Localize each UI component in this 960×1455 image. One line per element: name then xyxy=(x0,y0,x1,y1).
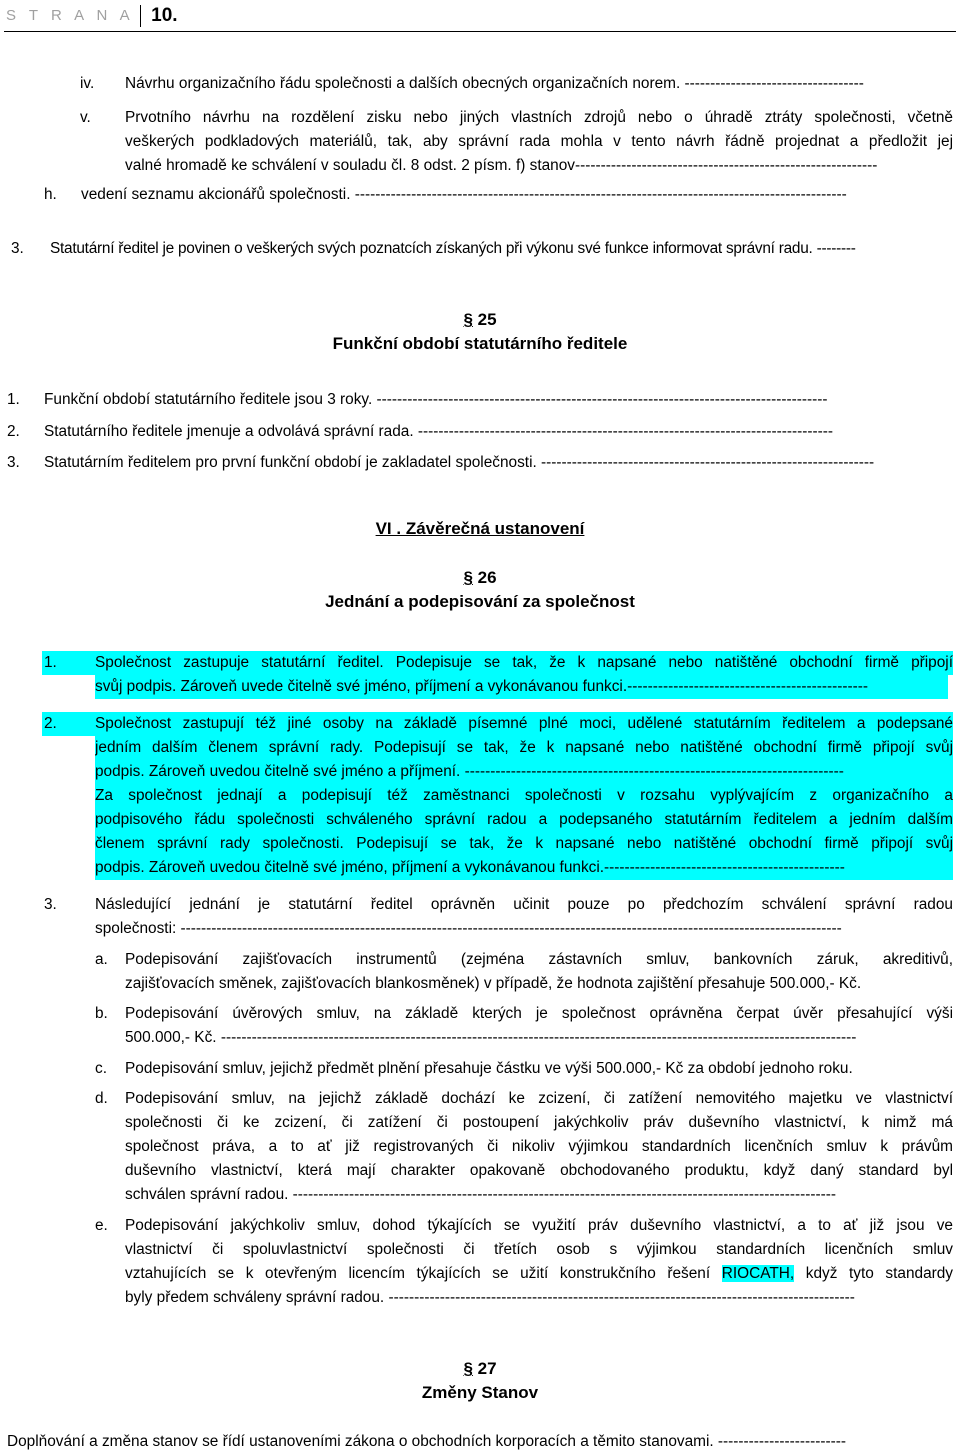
section-sign: § xyxy=(463,568,473,587)
sub-b-line: 500.000,- Kč. ---------------------------------------------------------------------------------------------------------------------------- xyxy=(125,1029,857,1046)
section-25-title: Funkční období statutárního ředitele xyxy=(332,334,628,353)
item-v-line: veškerých podkladových materiálů, tak, aby správní rada mohla v tento návrh řádně projednat a předložit jej xyxy=(125,133,953,150)
header-rule xyxy=(4,31,956,32)
sec26-p2-line: podpis. Zároveň uvedou čitelně své jméno, příjmení a vykonávanou funkci.----------------------------------------------- xyxy=(95,856,953,880)
item-label-3: 3. xyxy=(11,240,24,257)
sub-label-a: a. xyxy=(95,951,108,968)
sec26-label-2: 2. xyxy=(42,712,96,736)
sub-a-line: Podepisování zajišťovacích instrumentů (zejména zástavních smluv, bankovních záruk, akreditivů, xyxy=(125,951,953,968)
header-page-number: 10. xyxy=(151,5,178,26)
sub-c-line: Podepisování smluv, jejichž předmět plnění přesahuje částku ve výši 500.000,- Kč za období jednoho roku. xyxy=(125,1060,853,1077)
sec25-point: Statutárního ředitele jmenuje a odvolává správní rada. --------------------------------------------------------------------------------- xyxy=(44,423,834,440)
item-v-line: Prvotního návrhu na rozdělení zisku nebo jiných vlastních zdrojů nebo o úhradě ztráty společnosti, včetně xyxy=(125,109,953,126)
section-25-number: § 25 xyxy=(463,310,497,329)
sub-label-d: d. xyxy=(95,1090,108,1107)
sub-d-line: duševního vlastnictví, která mají charakter opakovaně obchodovaného produktu, když daný standard byl xyxy=(125,1162,953,1179)
sec26-label-3: 3. xyxy=(44,896,57,913)
sec26-p3-line: Následující jednání je statutární ředitel oprávněn učinit pouze po předchozím schválení správní radou xyxy=(95,896,953,913)
sec26-p2-line: členem správní rady společnosti. Podepisují se tak, že k napsané nebo natištěné obchodní firmě připojí svůj xyxy=(95,832,953,856)
sub-d-line: Podepisování smluv, na jejichž základě dochází ke zcizení, či zatížení nemovitého majetku ve vlastnictví xyxy=(125,1090,953,1107)
sub-b-line: Podepisování úvěrových smluv, na základě kterých je společnost oprávněna čerpat úvěr přesahující výši xyxy=(125,1005,953,1022)
section-26-title: Jednání a podepisování za společnost xyxy=(325,592,635,611)
sec25-label: 1. xyxy=(7,391,20,408)
sub-a-line: zajišťovacích směnek, zajišťovacích blankosměnek) v případě, že hodnota zajištění přesahuje 500.000,- Kč. xyxy=(125,975,862,992)
section-sign: § xyxy=(463,1359,473,1378)
sub-d-line: společnost práva, a to ať již registrovaných či nikoliv výjimkou standardních licenčních smluv k právům xyxy=(125,1138,953,1155)
sub-e-line-3: vztahujících se k otevřeným licencím týkajících se užití konstrukčního řešení RIOCATH, když tyto standardy xyxy=(125,1265,953,1282)
sec25-point: Statutárním ředitelem pro první funkční období je zakladatel společnosti. ----------------------------------------------------------------- xyxy=(44,454,875,471)
header-word: S T R A N A xyxy=(6,5,141,27)
section-26-number: § 26 xyxy=(463,568,497,587)
item-3-text: Statutární ředitel je povinen o veškerých svých poznatcích získaných při výkonu své funkce informovat správní radu. -------- xyxy=(50,240,856,257)
sub-d-line: společnosti či ke zcizení, či zatížení či postoupení jakýchkoliv práv duševního vlastnictví, k nimž má xyxy=(125,1114,953,1131)
item-label-h: h. xyxy=(44,186,57,203)
sec25-label: 2. xyxy=(7,423,20,440)
sec26-p1-line: svůj podpis. Zároveň uvede čitelně své jméno, příjmení a vykonávanou funkci.----------------------------------------------- xyxy=(95,675,948,699)
sub-d-line: schválen správní radou. ---------------------------------------------------------------------------------------------------------- xyxy=(125,1186,836,1203)
sec26-p2-line: jedním dalším členem správní rady. Podepisují se tak, že k napsané nebo natištěné obchodní firmě připojí svůj xyxy=(95,736,953,760)
sec27-text: Doplňování a změna stanov se řídí ustanoveními zákona o obchodních korporacích a těmito stanovami. ------------------------- xyxy=(7,1433,847,1450)
sec26-p2-line: podpisového řádu společnosti schváleného správní radou a podepsaného statutárním ředitelem a jedním dalším xyxy=(95,808,953,832)
sec26-p2-line: Za společnost jednají a podepisují též zaměstnanci společnosti v rozsahu vyplývajícím z organizačního a xyxy=(95,784,953,808)
sub-e-line: byly předem schváleny správní radou. ------------------------------------------------------------------------------------------- xyxy=(125,1289,855,1306)
section-sign: § xyxy=(463,310,473,329)
page-header xyxy=(6,3,178,29)
item-v-line: valné hromadě ke schválení v souladu čl. 8 odst. 2 písm. f) stanov----------------------------------------------------------- xyxy=(125,157,878,174)
sec26-p1-line: Společnost zastupuje statutární ředitel. Podepisuje se tak, že k napsané nebo natištěné obchodní firmě připojí xyxy=(95,651,953,675)
sec25-label: 3. xyxy=(7,454,20,471)
sec25-point: Funkční období statutárního ředitele jsou 3 roky. ---------------------------------------------------------------------------------------- xyxy=(44,391,828,408)
item-iv-text: Návrhu organizačního řádu společnosti a dalších obecných organizačních norem. ----------------------------------- xyxy=(125,75,864,92)
riocath-highlight: RIOCATH, xyxy=(721,1265,795,1282)
sub-label-e: e. xyxy=(95,1217,108,1234)
sub-e-line: vlastnictví či spoluvlastnictví společnosti či třetích osob s výjimkou standardních licenčních smluv xyxy=(125,1241,953,1258)
section-27-number: § 27 xyxy=(463,1359,497,1378)
sec26-p2-line: Společnost zastupují též jiné osoby na základě písemné plné moci, udělené statutárním ředitelem a podepsané xyxy=(95,712,953,736)
item-label-iv: iv. xyxy=(80,75,95,92)
sub-e-line: Podepisování jakýchkoliv smluv, dohod týkajících se využití práv duševního vlastnictví, a to ať již jsou ve xyxy=(125,1217,953,1234)
sec26-p2-line: podpis. Zároveň uvedou čitelně své jméno a příjmení. -------------------------------------------------------------------------- xyxy=(95,760,953,784)
section-27-title: Změny Stanov xyxy=(421,1383,539,1402)
sub-label-c: c. xyxy=(95,1060,107,1077)
item-h-text: vedení seznamu akcionářů společnosti. ------------------------------------------------------------------------------------------------ xyxy=(81,186,847,203)
sec26-label-1: 1. xyxy=(42,651,96,675)
sub-label-b: b. xyxy=(95,1005,108,1022)
item-label-v: v. xyxy=(80,109,91,126)
part-6-title: VI . Závěrečná ustanovení xyxy=(375,519,585,538)
sec26-p3-line: společnosti: --------------------------------------------------------------------------------------------------------------------------------- xyxy=(95,920,842,937)
